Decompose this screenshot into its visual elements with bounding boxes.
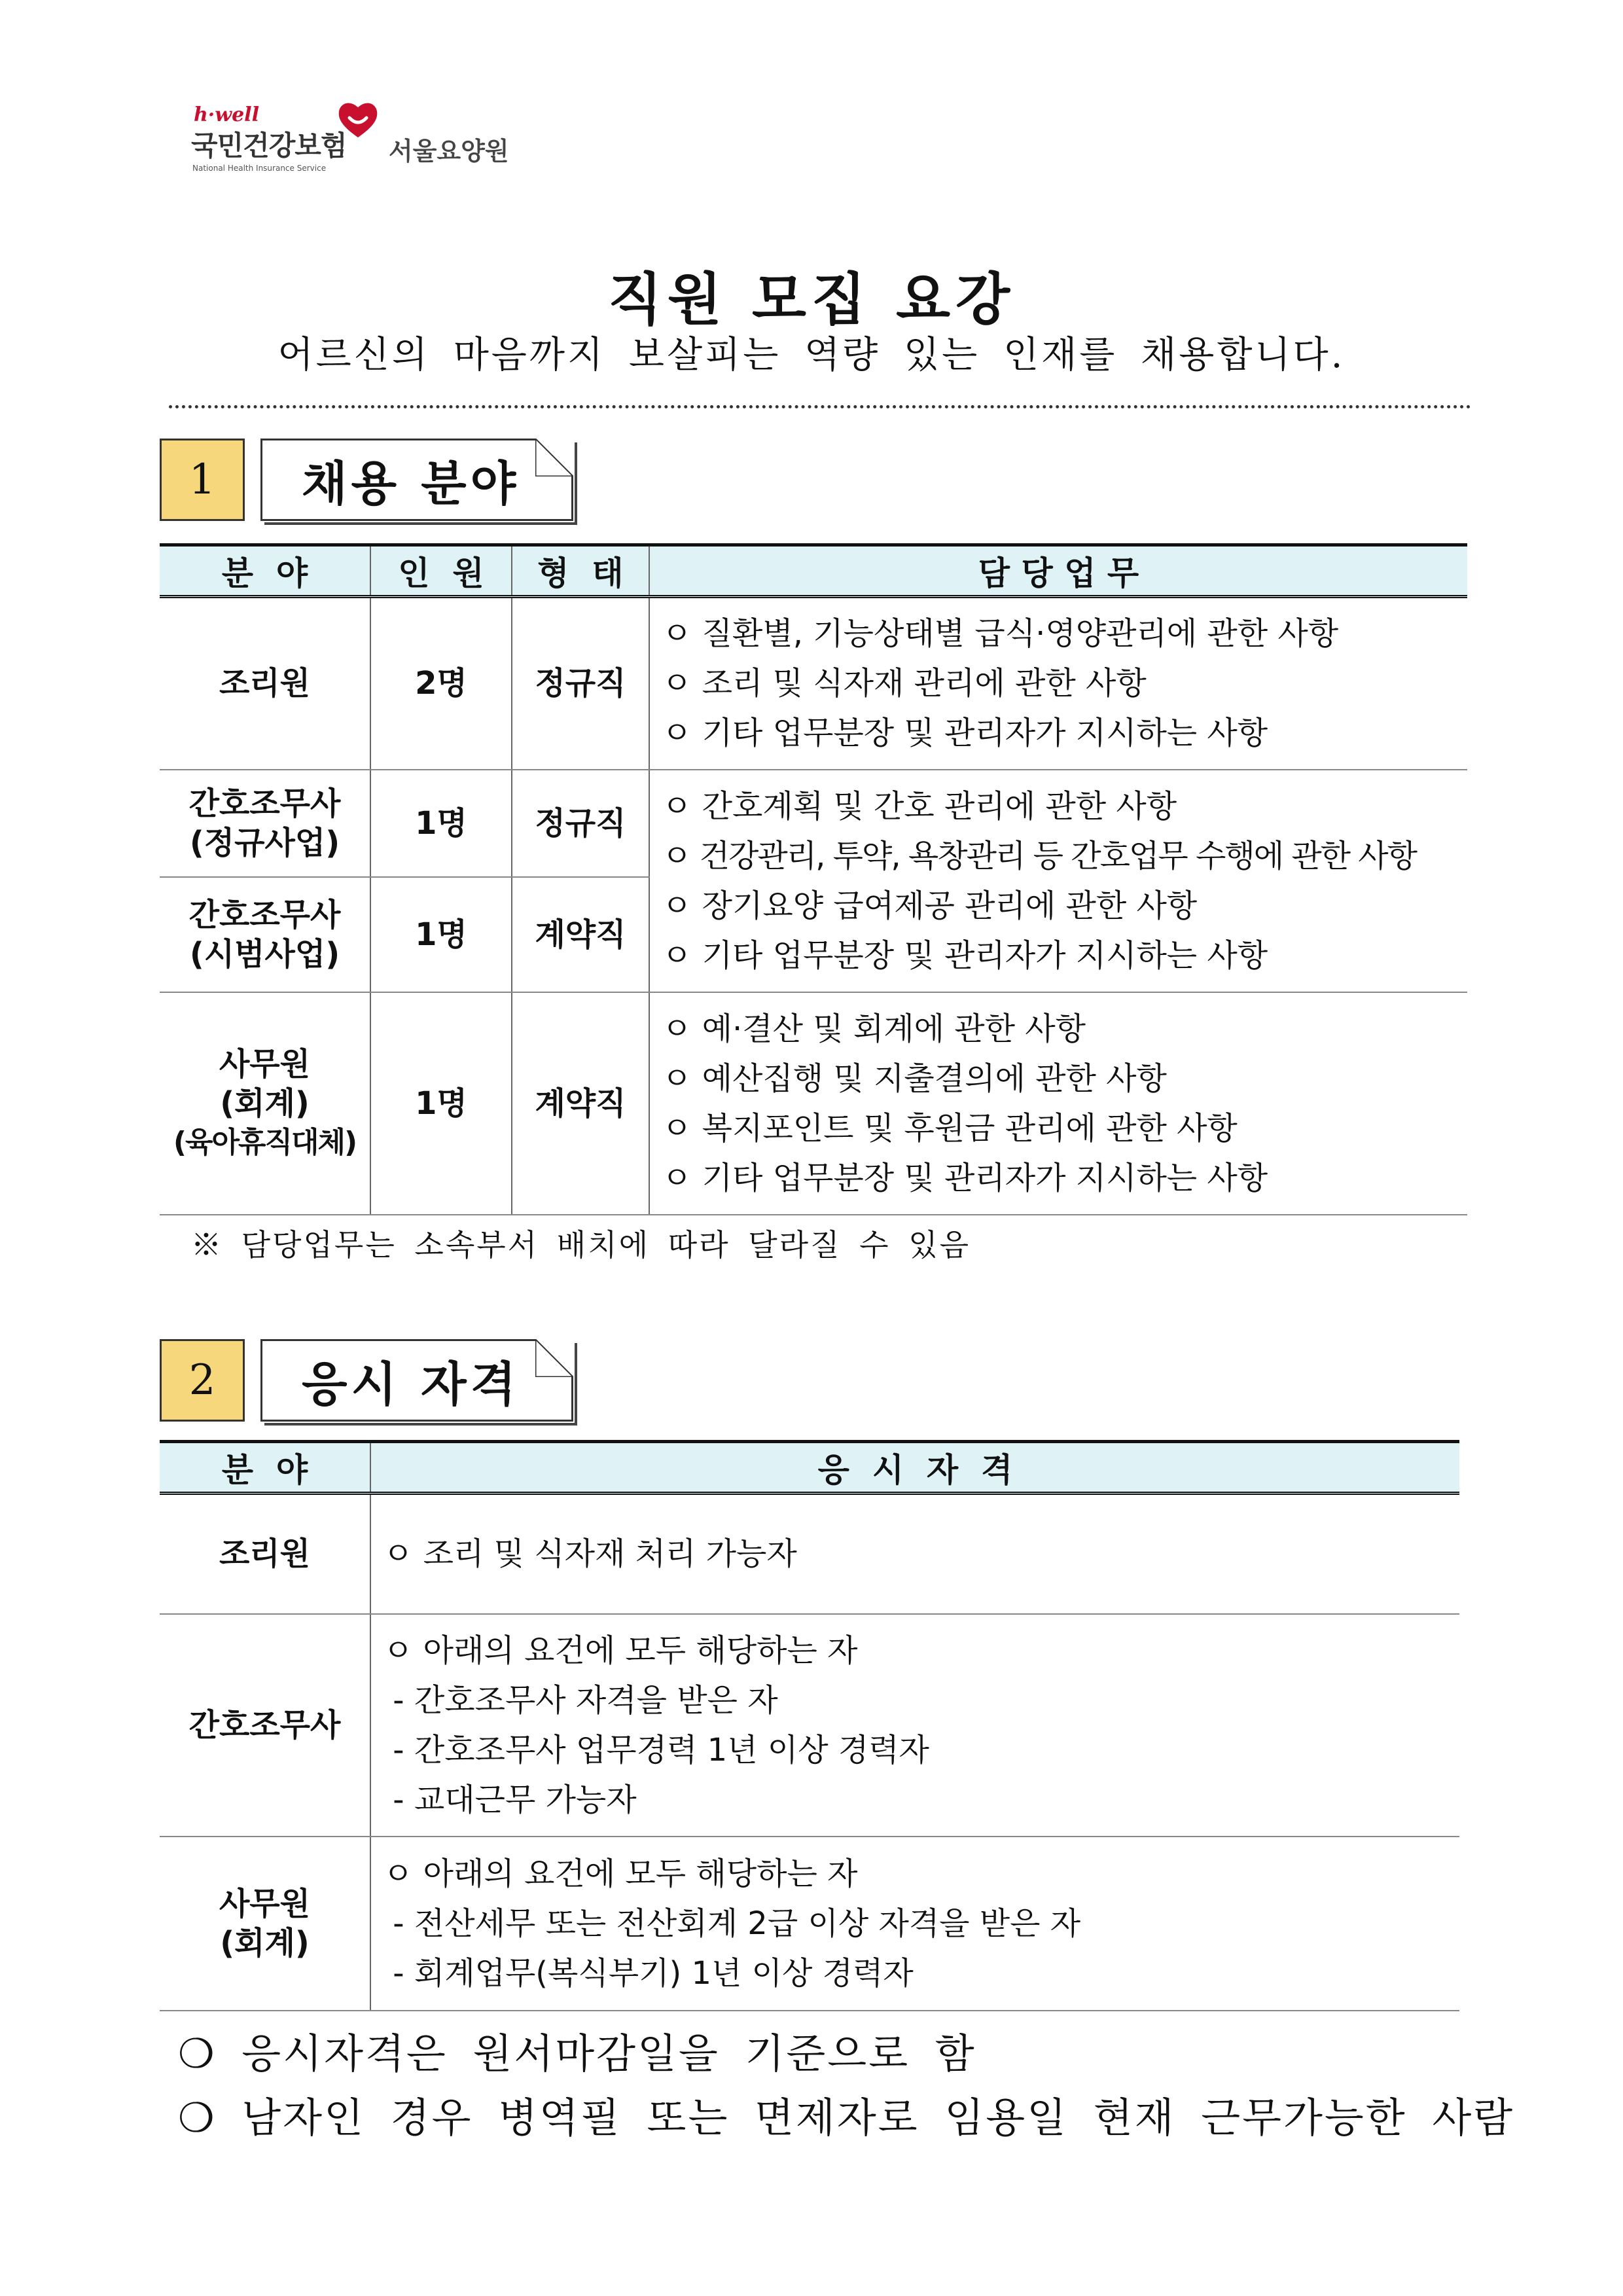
- col-header-field: 분 야: [160, 1442, 370, 1494]
- condition-item: - 간호조무사 자격을 받은 자: [383, 1681, 778, 1719]
- table-header-row: [160, 1442, 1459, 1494]
- col-header-field: 분 야: [160, 545, 370, 597]
- section-1-title-text: 채용 분야: [302, 456, 520, 511]
- logo: [191, 98, 531, 183]
- table-row: [160, 1494, 1459, 1614]
- logo-org-name: 국민건강보험: [191, 130, 347, 162]
- condition-item: ㅇ 아래의 요건에 모두 해당하는 자: [383, 1855, 858, 1892]
- duty-item: ㅇ 예산집행 및 지출결의에 관한 사항: [662, 1060, 1167, 1097]
- field-name: 간호조무사: [188, 785, 341, 822]
- table-row: [160, 992, 1467, 1215]
- table-row: [160, 597, 1467, 770]
- duty-item: ㅇ 질환별, 기능상태별 급식·영양관리에 관한 사항: [662, 615, 1339, 653]
- duty-item: ㅇ 복지포인트 및 후원금 관리에 관한 사항: [662, 1109, 1238, 1147]
- duty-item: ㅇ 기타 업무분장 및 관리자가 지시하는 사항: [662, 937, 1268, 974]
- section-2-number: 2: [160, 1339, 245, 1422]
- type-cell: 계약직: [512, 877, 649, 992]
- field-subname: (시범사업): [189, 935, 340, 973]
- col-header-count: 인 원: [370, 545, 512, 597]
- duties-note: ※ 담당업무는 소속부서 배치에 따라 달라질 수 있음: [191, 1227, 971, 1263]
- field-cell: [160, 877, 370, 992]
- page-subtitle: 어르신의 마음까지 보살피는 역량 있는 인재를 채용합니다.: [277, 334, 1346, 376]
- conditions-cell: [370, 1614, 1459, 1837]
- folded-corner-icon: [535, 1339, 573, 1377]
- table-row: [160, 1837, 1459, 2011]
- duty-item: ㅇ 기타 업무분장 및 관리자가 지시하는 사항: [662, 1159, 1268, 1196]
- conditions-cell: [370, 1837, 1459, 2011]
- field-cell: [160, 992, 370, 1215]
- field-cell: [160, 1614, 370, 1837]
- duty-item: ㅇ 조리 및 식자재 관리에 관한 사항: [662, 665, 1147, 702]
- count-cell: 1명: [370, 770, 512, 877]
- type-cell: 계약직: [512, 992, 649, 1215]
- count-cell: 2명: [370, 597, 512, 770]
- logo-hwell-text: h·well: [194, 103, 259, 126]
- count-cell: 1명: [370, 877, 512, 992]
- page-title: 직원 모집 요강: [607, 267, 1016, 332]
- field-subname: (회계): [220, 1085, 310, 1122]
- section-1-title: [260, 439, 573, 521]
- condition-item: - 회계업무(복식부기) 1년 이상 경력자: [383, 1954, 914, 1992]
- field-name: 간호조무사: [188, 1706, 341, 1744]
- condition-item: ㅇ 조리 및 식자재 처리 가능자: [383, 1535, 797, 1573]
- count-cell: 1명: [370, 992, 512, 1215]
- logo-org-english: National Health Insurance Service: [192, 164, 327, 173]
- type-cell: 정규직: [512, 770, 649, 877]
- field-name: 간호조무사: [188, 896, 341, 933]
- duty-item: ㅇ 간호계획 및 간호 관리에 관한 사항: [662, 787, 1177, 825]
- field-name: 조리원: [219, 1535, 311, 1573]
- duty-item: ㅇ 장기요양 급여제공 관리에 관한 사항: [662, 887, 1198, 924]
- section-1-number: 1: [160, 439, 245, 521]
- duties-cell: [649, 770, 1467, 992]
- duties-cell: [649, 992, 1467, 1215]
- field-cell: [160, 597, 370, 770]
- duties-cell: [649, 597, 1467, 770]
- col-header-type: 형 태: [512, 545, 649, 597]
- field-subname: (정규사업): [189, 824, 340, 861]
- condition-item: - 전산세무 또는 전산회계 2급 이상 자격을 받은 자: [383, 1905, 1081, 1942]
- field-cell: [160, 1837, 370, 2011]
- field-name: 조리원: [219, 665, 311, 702]
- field-subname: (육아휴직대체): [173, 1125, 357, 1159]
- duty-item: ㅇ 기타 업무분장 및 관리자가 지시하는 사항: [662, 715, 1268, 752]
- folded-corner-icon: [535, 439, 573, 476]
- dotted-divider: [169, 405, 1471, 408]
- col-header-qualification: 응 시 자 격: [370, 1442, 1459, 1494]
- field-name: 사무원: [219, 1885, 311, 1922]
- type-cell: 정규직: [512, 597, 649, 770]
- footnote-military: ❍ 남자인 경우 병역필 또는 면제자로 임용일 현재 근무가능한 사람: [178, 2094, 1515, 2142]
- condition-item: - 간호조무사 업무경력 1년 이상 경력자: [383, 1731, 929, 1768]
- duty-item: ㅇ 건강관리, 투약, 욕창관리 등 간호업무 수행에 관한 사항: [662, 837, 1417, 874]
- section-2-title: [260, 1339, 573, 1422]
- condition-item: ㅇ 아래의 요건에 모두 해당하는 자: [383, 1632, 858, 1669]
- section-2-title-text: 응시 자격: [302, 1357, 520, 1412]
- field-subname: (회계): [220, 1924, 310, 1962]
- table-row: [160, 770, 1467, 877]
- table-header-row: [160, 545, 1467, 597]
- qualification-table: [160, 1440, 1459, 2011]
- field-cell: [160, 770, 370, 877]
- field-name: 사무원: [219, 1045, 311, 1083]
- logo-branch-name: 서울요양원: [389, 137, 509, 166]
- condition-item: - 교대근무 가능자: [383, 1781, 637, 1818]
- recruitment-table: [160, 543, 1467, 1215]
- table-row: [160, 1614, 1459, 1837]
- footnote-deadline: ❍ 응시자격은 원서마감일을 기준으로 함: [178, 2030, 976, 2077]
- conditions-cell: [370, 1494, 1459, 1614]
- field-cell: [160, 1494, 370, 1614]
- col-header-duties: 담 당 업 무: [649, 545, 1467, 597]
- duty-item: ㅇ 예·결산 및 회계에 관한 사항: [662, 1010, 1086, 1047]
